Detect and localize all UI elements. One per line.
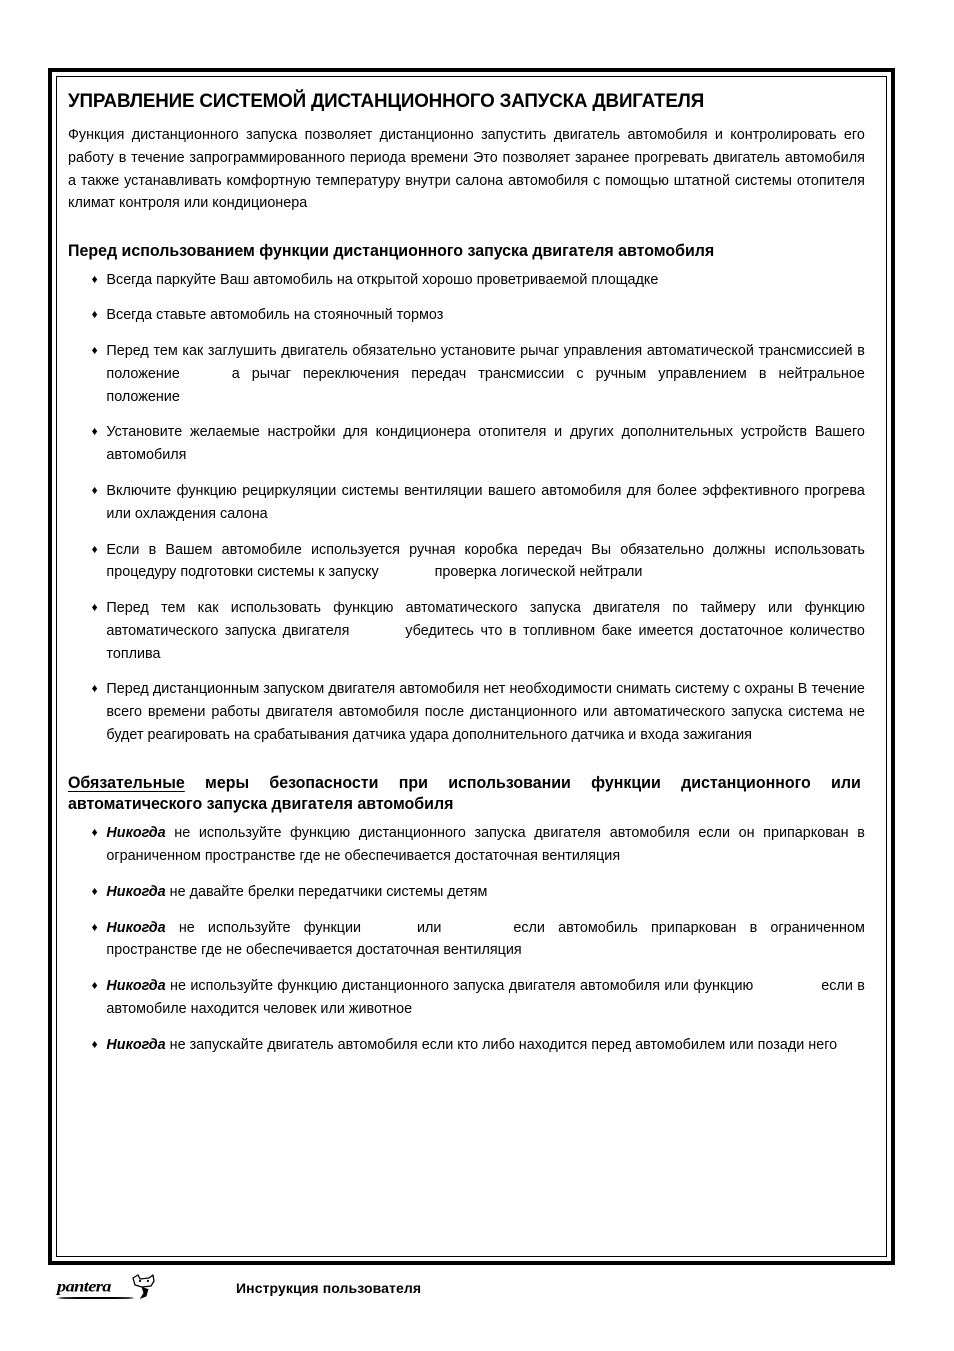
pantera-logo-wordmark: pantera bbox=[57, 1277, 111, 1295]
text-gap bbox=[753, 975, 821, 998]
bullet-before-use-item bbox=[68, 340, 865, 408]
bullet-text: или bbox=[416, 919, 442, 936]
bullet-text: проверка логической нейтрали bbox=[434, 564, 643, 581]
bullet-text: Включите функцию рециркуляции системы вентиляции вашего автомобиля для более эффективного прогрева или охлаждения салона bbox=[106, 483, 865, 522]
bullet-before-use-item bbox=[68, 597, 865, 665]
bullet-diamond-icon: ♦ bbox=[91, 1036, 98, 1051]
bullet-list-before-use bbox=[68, 269, 877, 747]
bullet-text: не используйте функцию дистанционного запуска двигателя автомобиля или функцию bbox=[165, 978, 754, 995]
bullet-diamond-icon: ♦ bbox=[91, 825, 98, 840]
bullet-text: если в автомобиле находится человек или животное bbox=[106, 978, 865, 1017]
bullet-text: не запускайте двигатель автомобиля если кто либо находится перед автомобилем или позади него bbox=[165, 1036, 838, 1053]
bullet-before-use-item bbox=[68, 539, 865, 585]
bullet-diamond-icon: ♦ bbox=[91, 271, 98, 286]
bullet-text: не используйте функцию дистанционного запуска двигателя автомобиля если он припаркован в ограниченном пространстве где не обеспечивается достаточная вентиляция bbox=[106, 825, 865, 865]
bullet-before-use-item bbox=[68, 304, 865, 327]
bullet-safety-item bbox=[68, 881, 865, 904]
bullet-diamond-icon: ♦ bbox=[91, 978, 98, 993]
bullet-text: Всегда ставьте автомобиль на стояночный тормоз bbox=[106, 307, 444, 324]
bullet-diamond-icon: ♦ bbox=[91, 541, 98, 556]
page-border-outer bbox=[48, 68, 895, 1265]
page-title: УПРАВЛЕНИЕ СИСТЕМОЙ ДИСТАНЦИОННОГО ЗАПУСКА ДВИГАТЕЛЯ bbox=[68, 90, 705, 112]
bullet-diamond-icon: ♦ bbox=[91, 307, 98, 322]
bullet-text: Перед дистанционным запуском двигателя автомобиля нет необходимости снимать систему с охраны В течение всего времени работы двигателя автомобиля после дистанционного или автоматического запуска система не будет реагировать на срабатывания датчика удара дополнительного датчика и входа зажигания bbox=[106, 681, 865, 743]
section-heading-before-use: Перед использованием функции дистанционного запуска двигателя автомобиля bbox=[68, 241, 715, 260]
bullet-diamond-icon: ♦ bbox=[91, 919, 98, 934]
bullet-text: не давайте брелки передатчики системы детям bbox=[165, 883, 488, 900]
section-heading-remainder: меры безопасности при использовании функции дистанционного или автоматического запуска двигателя автомобиля bbox=[68, 773, 861, 814]
bullet-text: а рычаг переключения передач трансмиссии с ручным управлением в нейтральное положение bbox=[106, 365, 865, 405]
text-gap bbox=[180, 363, 232, 386]
bullet-emphasis-lead: Никогда bbox=[106, 825, 166, 842]
text-gap bbox=[349, 620, 405, 643]
page-content bbox=[68, 82, 877, 1253]
bullet-diamond-icon: ♦ bbox=[91, 343, 98, 358]
bullet-text: Установите желаемые настройки для кондиционера отопителя и других дополнительных устройств Вашего автомобиля bbox=[106, 424, 865, 464]
page-footer bbox=[48, 1276, 895, 1316]
bullet-safety-item bbox=[68, 975, 865, 1021]
text-gap bbox=[361, 917, 417, 940]
bullet-safety-item bbox=[68, 917, 865, 963]
section-heading-emphasis: Обязательные bbox=[68, 773, 185, 792]
text-gap bbox=[379, 561, 435, 584]
intro-paragraph: Функция дистанционного запуска позволяет дистанционно запустить двигатель автомобиля и контролировать его работу в течение запрограммированного периода времени Это позволяет заранее прогревать двигатель автомобиля а также устанавливать комфортную температуру внутри салона автомобиля с помощью штатной системы отопителя климат контроля или кондиционера bbox=[68, 127, 865, 212]
bullet-emphasis-lead: Никогда bbox=[106, 978, 166, 995]
bullet-before-use-item bbox=[68, 480, 865, 526]
bullet-text: Перед тем как использовать функцию автоматического запуска двигателя по таймеру или функцию автоматического запуска двигателя bbox=[106, 600, 865, 639]
bullet-safety-item bbox=[68, 822, 865, 868]
bullet-text: если автомобиль припаркован в ограниченном пространстве где не обеспечивается достаточная вентиляция bbox=[106, 919, 865, 959]
bullet-text: убедитесь что в топливном баке имеется достаточное количество топлива bbox=[106, 622, 865, 662]
bullet-diamond-icon: ♦ bbox=[91, 424, 98, 439]
bullet-text: не используйте функции bbox=[165, 919, 362, 936]
bullet-list-safety bbox=[68, 822, 877, 1056]
logo-underline-swash bbox=[58, 1297, 134, 1299]
section-heading-safety bbox=[68, 773, 861, 817]
bullet-diamond-icon: ♦ bbox=[91, 681, 98, 696]
bullet-before-use-item bbox=[68, 678, 865, 746]
text-gap bbox=[441, 917, 513, 940]
bullet-text: Перед тем как заглушить двигатель обязательно установите рычаг управления автоматической трансмиссией в положение bbox=[106, 343, 865, 382]
bullet-emphasis-lead: Никогда bbox=[106, 919, 166, 936]
bullet-diamond-icon: ♦ bbox=[91, 483, 98, 497]
bullet-diamond-icon: ♦ bbox=[91, 883, 98, 898]
bullet-safety-item bbox=[68, 1034, 865, 1057]
bullet-before-use-item bbox=[68, 269, 865, 292]
bullet-text: Если в Вашем автомобиле используется ручная коробка передач Вы обязательно должны использовать процедуру подготовки системы к запуску bbox=[106, 541, 865, 581]
bullet-emphasis-lead: Никогда bbox=[106, 1036, 166, 1053]
pantera-logo bbox=[57, 1276, 161, 1306]
bullet-before-use-item bbox=[68, 421, 865, 467]
bullet-text: Всегда паркуйте Ваш автомобиль на открытой хорошо проветриваемой площадке bbox=[106, 271, 659, 288]
bullet-emphasis-lead: Никогда bbox=[106, 883, 166, 900]
panther-head-icon bbox=[129, 1274, 159, 1305]
footer-title: Инструкция пользователя bbox=[236, 1280, 422, 1296]
bullet-diamond-icon: ♦ bbox=[91, 600, 98, 615]
